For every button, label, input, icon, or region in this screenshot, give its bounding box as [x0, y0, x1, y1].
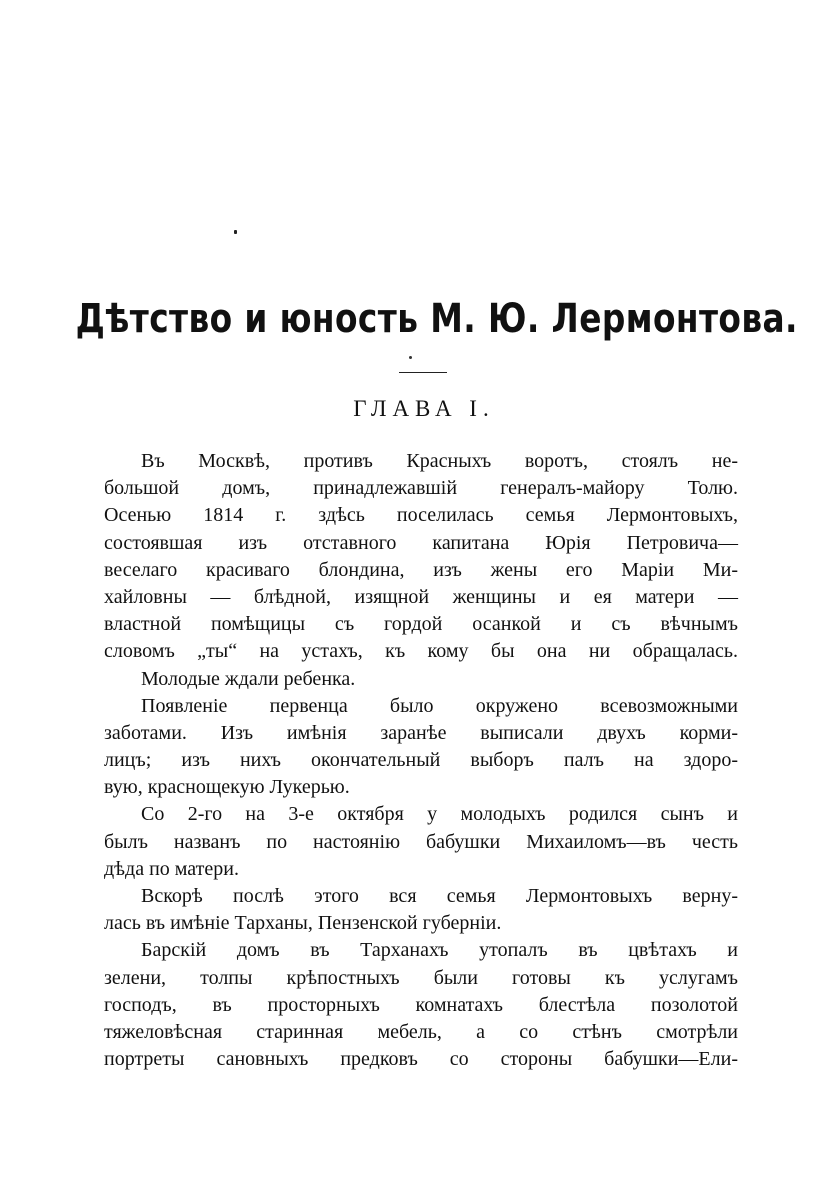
body-text	[104, 448, 738, 1073]
text-line: портреты сановныхъ предковъ со стороны бабушки—Ели-	[104, 1048, 738, 1071]
title-dot	[409, 356, 412, 359]
text-line: лась въ имѣніе Тарханы, Пензенской губерніи.	[104, 912, 502, 935]
text-line: вую, краснощекую Лукерью.	[104, 776, 350, 799]
page-title: Дѣтство и юность М. Ю. Лермонтова.	[75, 296, 798, 342]
text-line: лицъ; изъ нихъ окончательный выборъ палъ на здоро-	[104, 749, 738, 772]
ink-speck	[234, 230, 237, 234]
text-line: зелени, толпы крѣпостныхъ были готовы къ услугамъ	[104, 966, 738, 989]
text-line: Въ Москвѣ, противъ Красныхъ воротъ, стоялъ не-	[141, 450, 738, 472]
text-line: Осенью 1814 г. здѣсь поселилась семья Лермонтовыхъ,	[104, 504, 738, 527]
title-divider	[399, 372, 447, 373]
text-line: веселаго красиваго блондина, изъ жены его Маріи Ми-	[104, 558, 738, 581]
text-line: словомъ „ты“ на устахъ, къ кому бы она ни обращалась.	[104, 640, 738, 663]
text-line: Молодые ждали ребенка.	[141, 667, 356, 690]
text-line: Со 2-го на 3-е октября у молодыхъ родился сынъ и	[141, 803, 738, 826]
text-line: Появленіе первенца было окружено всевозможными	[141, 694, 738, 717]
text-line: состоявшая изъ отставного капитана Юрія Петровича—	[104, 531, 738, 554]
text-line: былъ названъ по настоянію бабушки Михаиломъ—въ честь	[104, 830, 738, 853]
chapter-heading: ГЛАВА I.	[353, 396, 495, 421]
text-line: господъ, въ просторныхъ комнатахъ блестѣла позолотой	[104, 993, 738, 1016]
text-line: дѣда по матери.	[104, 857, 239, 880]
text-line: большой домъ, принадлежавшій генералъ-майору Толю.	[104, 477, 738, 500]
text-line: заботами. Изъ имѣнія заранѣе выписали двухъ корми-	[104, 721, 738, 744]
text-line: Вскорѣ послѣ этого вся семья Лермонтовыхъ верну-	[141, 885, 738, 907]
text-line: Барскій домъ въ Тарханахъ утопалъ въ цвѣтахъ и	[141, 939, 738, 962]
text-line: тяжеловѣсная старинная мебель, а со стѣнъ смотрѣли	[104, 1020, 738, 1043]
text-line: властной помѣщицы съ гордой осанкой и съ вѣчнымъ	[104, 613, 738, 636]
text-line: хайловны — блѣдной, изящной женщины и ея матери —	[104, 585, 738, 608]
